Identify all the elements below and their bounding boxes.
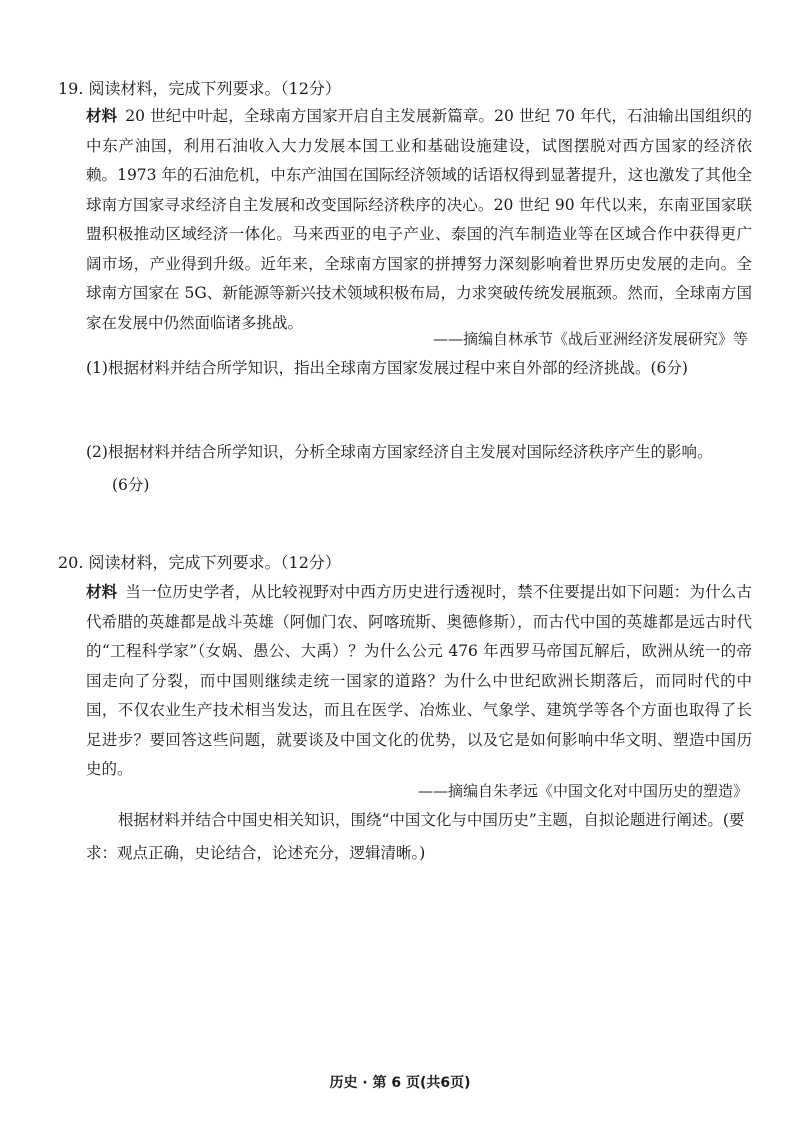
material-text: 20 世纪中叶起，全球南方国家开启自主发展新篇章。20 世纪 70 年代，石油输出国组织的中东产油国，利用石油收入大力发展本国工业和基础设施建设，试图摆脱对西方国家的经济依赖。1973 年的石油危机，中东产油国在国际经济领域的话语权得到显著提升，这也激发了其他全球南方国家寻求经济自主发展和改变国际经济秩序的决心。20 世纪 90 年代以来，东南亚国家联盟积极推动区域经济一体化。马来西亚的电子产业、泰国的汽车制造业等在区域合作中获得更广阔市场，产业得到升级。近年来，全球南方国家的拼搏努力深刻影响着世界历史发展的走向。全球南方国家在 5G、新能源等新兴技术领域积极布局，力求突破传统发展瓶颈。然而，全球南方国家在发展中仍然面临诸多挑战。 bbox=[86, 107, 752, 332]
question-20-source: ——摘编自朱孝远《中国文化对中国历史的塑造》 bbox=[417, 782, 748, 800]
question-19-part-1: (1)根据材料并结合所学知识，指出全球南方国家发展过程中来自外部的经济挑战。(6分) bbox=[86, 359, 688, 377]
question-20-material bbox=[86, 577, 752, 785]
question-19-source: ——摘编自林承节《战后亚洲经济发展研究》等 bbox=[432, 330, 748, 348]
question-19-material bbox=[86, 101, 752, 338]
question-20-title: 20. 阅读材料，完成下列要求。（12分） bbox=[58, 553, 341, 572]
material-label: 材料 bbox=[86, 582, 118, 601]
question-19-title: 19. 阅读材料，完成下列要求。（12分） bbox=[58, 79, 341, 98]
question-20-task: 根据材料并结合中国史相关知识，围绕“中国文化与中国历史”主题，自拟论题进行阐述。(要求：观点正确，史论结合，论述充分，逻辑清晰。) bbox=[86, 811, 745, 862]
page-footer: 历史 · 第 6 页(共6页) bbox=[329, 1075, 471, 1091]
question-19-part-2-text: (2)根据材料并结合所学知识，分析全球南方国家经济自主发展对国际经济秩序产生的影响。 bbox=[86, 443, 713, 461]
question-19-part-2 bbox=[86, 436, 756, 502]
material-label: 材料 bbox=[86, 106, 118, 125]
material-text: 当一位历史学者，从比较视野对中西方历史进行透视时，禁不住要提出如下问题：为什么古代希腊的英雄都是战斗英雄（阿伽门农、阿喀琉斯、奥德修斯），而古代中国的英雄都是远古时代的“工程科学家”（女娲、愚公、大禹）？为什么公元 476 年西罗马帝国瓦解后，欧洲从统一的帝国走向了分裂，而中国则继续走统一国家的道路？为什么中世纪欧洲长期落后，而同时代的中国，不仅农业生产技术相当发达，而且在医学、冶炼业、气象学、建筑学等各个方面也取得了长足进步？要回答这些问题，就要谈及中国文化的优势，以及它是如何影响中华文明、塑造中国历史的。 bbox=[86, 583, 752, 778]
question-19-part-2-score: (6分) bbox=[112, 476, 150, 494]
